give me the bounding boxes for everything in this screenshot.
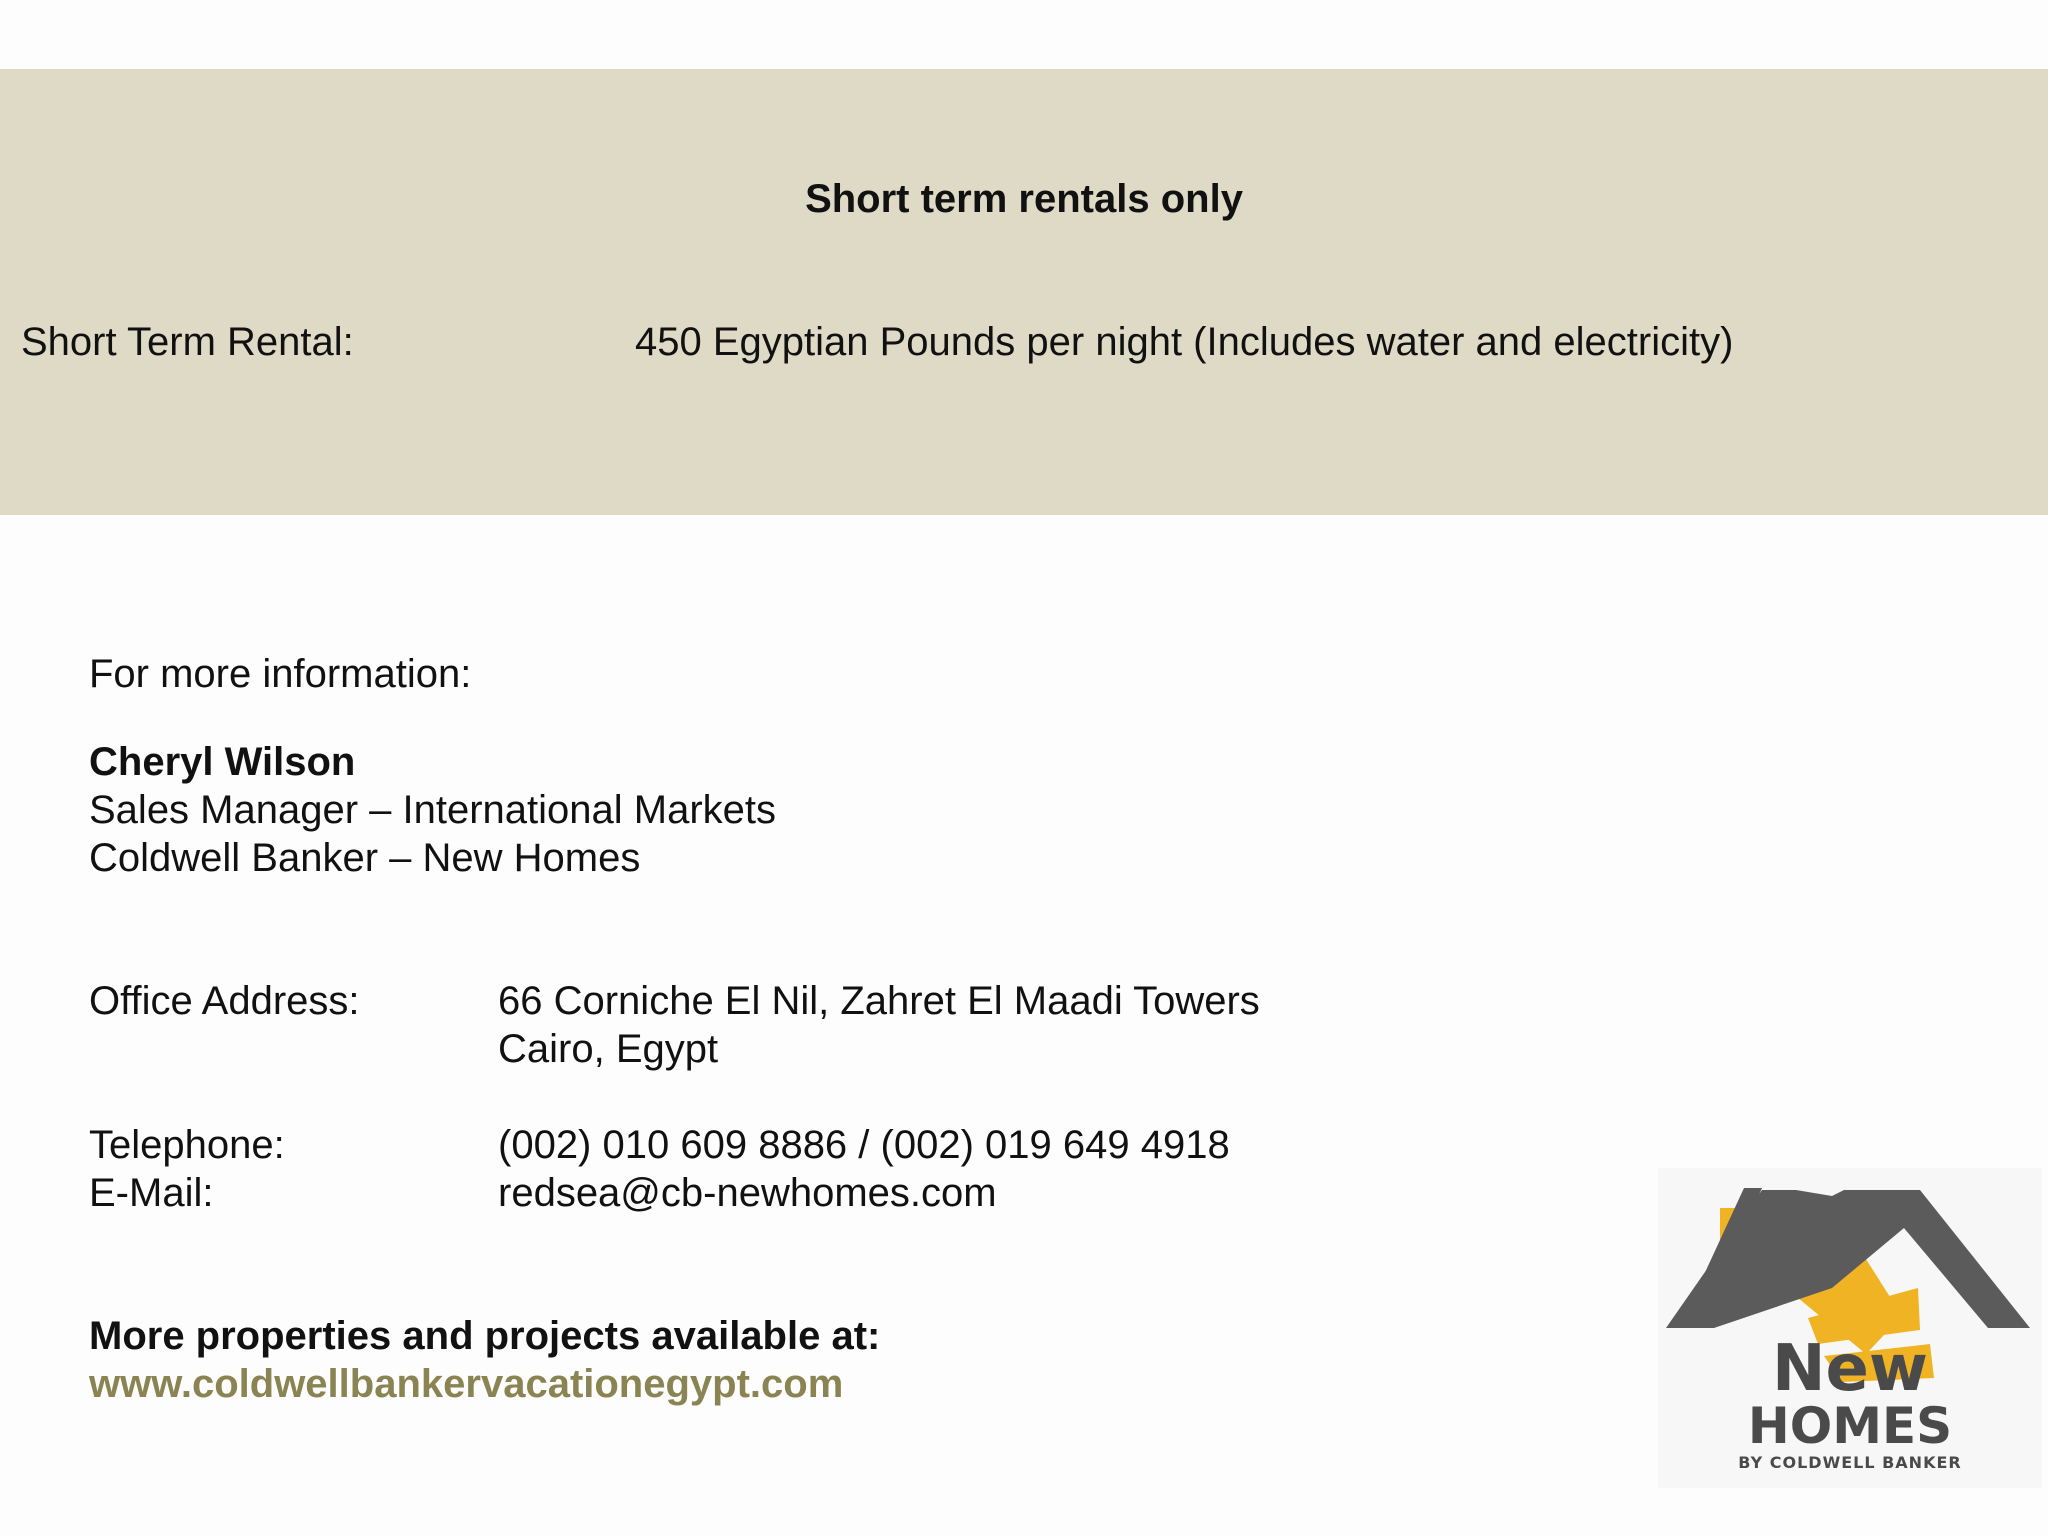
email-value[interactable]: redsea@cb-newhomes.com bbox=[498, 1171, 997, 1215]
office-address-line2: Cairo, Egypt bbox=[498, 1027, 719, 1071]
office-address-line1: 66 Corniche El Nil, Zahret El Maadi Towers bbox=[498, 979, 1260, 1023]
header-band bbox=[0, 69, 2048, 515]
banner-title: Short term rentals only bbox=[805, 177, 1243, 221]
logo-tagline: BY COLDWELL BANKER bbox=[1738, 1453, 1962, 1472]
contact-role: Sales Manager – International Markets bbox=[89, 788, 777, 832]
website-link[interactable]: www.coldwellbankervacationegypt.com bbox=[89, 1362, 844, 1406]
rental-label: Short Term Rental: bbox=[21, 320, 354, 364]
phone-label: Telephone: bbox=[89, 1123, 285, 1167]
info-intro: For more information: bbox=[89, 652, 472, 696]
more-properties-label: More properties and projects available at: bbox=[89, 1314, 881, 1358]
email-label: E-Mail: bbox=[89, 1171, 214, 1215]
house-roof-icon bbox=[1658, 1168, 2042, 1488]
new-homes-logo bbox=[1658, 1168, 2042, 1488]
logo-line2: HOMES bbox=[1747, 1397, 1953, 1455]
office-label: Office Address: bbox=[89, 979, 360, 1023]
rental-value: 450 Egyptian Pounds per night (Includes water and electricity) bbox=[635, 320, 1734, 364]
contact-name: Cheryl Wilson bbox=[89, 740, 356, 784]
phone-value: (002) 010 609 8886 / (002) 019 649 4918 bbox=[498, 1123, 1230, 1167]
logo-line1: New bbox=[1771, 1332, 1929, 1406]
contact-company: Coldwell Banker – New Homes bbox=[89, 836, 641, 880]
